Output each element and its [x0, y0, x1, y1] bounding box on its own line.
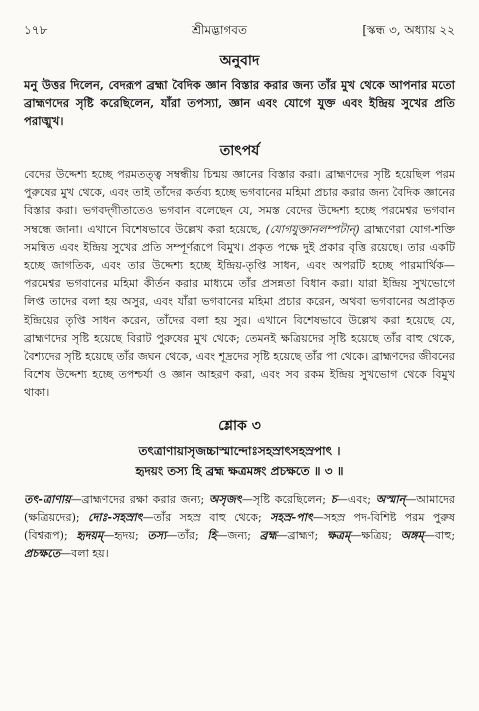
synonym-meaning: তাঁর — [177, 528, 195, 542]
word-meanings — [24, 491, 455, 563]
synonym-word: অঙ্গম্ — [400, 528, 424, 542]
synonym-item: ক্ষত্রম্—ক্ষত্রিয়; — [326, 528, 401, 542]
synonym-meaning: সৃষ্টি করেছিলেন — [252, 492, 323, 506]
synonym-item: তৎ-ত্রাণায়—ব্রাহ্মণদের রক্ষা করার জন্য; — [24, 492, 209, 506]
synonym-word: তস্য — [147, 528, 167, 542]
synonym-item: প্রচক্ষতে—বলা হয়। — [24, 546, 109, 560]
synonym-item: হৃদয়ম্—হৃদয়; — [76, 528, 148, 542]
synonym-word: ব্রহ্ম — [259, 528, 277, 542]
synonym-meaning: আমাদের (ক্ষত্রিয়দের) — [24, 492, 456, 524]
running-header — [24, 22, 455, 40]
verse-line-1: তৎত্রাণায়াসৃজচ্চাস্মান্দোঃসহস্রাৎসহস্রপাৎ । — [138, 443, 341, 458]
synonym-item: তস্য—তাঁর; — [147, 528, 208, 542]
synonym-item: সহস্র-পাৎ—সহস্র পদ-বিশিষ্ট পরম পুরুষ (বিশ্বরূপ); — [24, 510, 455, 542]
synonym-meaning: হৃদয় — [114, 528, 135, 542]
purport-text — [24, 166, 455, 403]
synonym-word: ক্ষত্রম্ — [326, 528, 351, 542]
translation-heading: অনুবাদ — [219, 53, 260, 69]
purport-quote: (যোগযুক্তানলম্পটান্) — [265, 222, 360, 236]
synonym-item: দোঃ-সহস্রাৎ—তাঁর সহস্র বাহু থেকে; — [87, 510, 271, 524]
synonym-meaning: জন্য — [227, 528, 248, 542]
synonym-meaning: এবং — [347, 492, 368, 506]
chapter-reference: [স্কন্ধ ৩, অধ্যায় ২২ — [362, 23, 455, 37]
page-number: ১৭৮ — [24, 23, 48, 37]
verse-line-2: হৃদয়ং তস্য হি ব্রহ্ম ক্ষত্রমঙ্গং প্রচক্ষতে ॥ ৩ ॥ — [135, 463, 344, 478]
synonym-word: হৃদয়ম্ — [76, 528, 104, 542]
purport-text-part2: ব্রাহ্মণেরা যোগ-শক্তি সমন্বিত এবং ইন্দ্রিয় সুখের প্রতি সম্পূর্ণরূপে বিমুখ। প্রকৃত পক্ষে দুই প্রকার বৃত্তি রয়েছে। তার একটি হচ্ছে জাগতিক, এবং তার উদ্দেশ্য হচ্ছে ইন্দ্রিয়-তৃপ্তি সাধন, এবং অপরটি হচ্ছে পারমার্থিক—পরমেশ্বর ভগবানের মহিমা কীর্তন করার মাধ্যমে তাঁর প্রসন্নতা বিধান করা। যারা ইন্দ্রিয় সুখভোগে লিপ্ত তাদের বলা হয় অসুর, এবং যাঁরা ভগবানের মহিমা প্রচার করেন, অথবা ভগবানের অপ্রাকৃত ইন্দ্রিয়ের তৃপ্তি সাধন করেন, তাঁদের বলা হয় সুর। এখানে বিশেষভাবে উল্লেখ করা হয়েছে যে, ব্রাহ্মণদের সৃষ্টি হয়েছে বিরাট পুরুষের মুখ থেকে; তেমনই ক্ষত্রিয়দের সৃষ্টি হয়েছে তাঁর বাহু থেকে, বৈশ্যদের সৃষ্টি হয়েছে তাঁর জঘন থেকে, এবং শূদ্রদের সৃষ্টি হয়েছে তাঁর পা থেকে। ব্রাহ্মণদের জীবনের বিশেষ উদ্দেশ্য হচ্ছে তপশ্চর্যা ও জ্ঞান আহরণ করা, এবং সব রকম ইন্দ্রিয় সুখভোগ থেকে বিমুখ থাকা। — [24, 222, 456, 400]
synonym-word: তৎ-ত্রাণায় — [24, 492, 71, 506]
synonym-word: চ — [330, 492, 337, 506]
synonym-item: অস্মান্—আমাদের (ক্ষত্রিয়দের); — [24, 492, 456, 524]
synonym-item: ব্রহ্ম—ব্রাহ্মণ; — [259, 528, 327, 542]
synonym-meaning: ব্রাহ্মণদের রক্ষা করার জন্য — [81, 492, 201, 506]
purport-text-part1: বেদের উদ্দেশ্য হচ্ছে পরমতত্ত্ব সম্বন্ধীয় চিন্ময় জ্ঞানের বিস্তার করা। ব্রাহ্মণদের সৃষ্টি হয়েছিল পরম পুরুষের মুখ থেকে, এবং তাই তাঁদের কর্তব্য হচ্ছে ভগবানের মহিমা প্রচার করার জন্য বৈদিক জ্ঞানের বিস্তার করা। ভগবদ্‌গীতাতেও ভগবান বলেছেন যে, সমস্ত বেদের উদ্দেশ্য হচ্ছে পরমেশ্বর ভগবান সম্বন্ধে জানা। এখানে বিশেষভাবে উল্লেখ করা হয়েছে, — [24, 168, 455, 236]
synonym-item: অসৃজৎ—সৃষ্টি করেছিলেন; — [208, 492, 331, 506]
synonym-word: অস্মান্ — [375, 492, 406, 506]
synonym-meaning: বাহু — [434, 528, 452, 542]
translation-text: মনু উত্তর দিলেন, বেদরূপ ব্রহ্মা বৈদিক জ্ঞান বিস্তার করার জন্য তাঁর মুখ থেকে আপনার মতো ব্রাহ্মণদের সৃষ্টি করেছিলেন, যাঁরা তপস্যা, জ্ঞান এবং যোগে যুক্ত এবং ইন্দ্রিয় সুখের প্রতি পরাঙ্মুখ। — [24, 78, 455, 128]
synonym-item: চ—এবং; — [330, 492, 376, 506]
synonym-meaning: তাঁর সহস্র বাহু থেকে — [153, 510, 259, 524]
synonym-item: অঙ্গম্—বাহু; — [400, 528, 456, 542]
synonym-word: দোঃ-সহস্রাৎ — [87, 510, 143, 524]
synonym-meaning: ব্রাহ্মণ — [287, 528, 315, 542]
synonym-word: প্রচক্ষতে — [24, 546, 61, 560]
synonym-meaning: সহস্র পদ-বিশিষ্ট পরম পুরুষ (বিশ্বরূপ) — [24, 510, 455, 542]
purport-heading: তাৎপর্য — [219, 143, 260, 159]
synonym-word: অসৃজৎ — [208, 492, 242, 506]
synonym-meaning: বলা হয় — [71, 546, 105, 560]
verse-heading: শ্লোক ৩ — [218, 417, 261, 434]
synonym-item: হি—জন্য; — [207, 528, 260, 542]
book-title: শ্রীমদ্ভাগবত — [191, 23, 247, 37]
synonym-word: সহস্র-পাৎ — [270, 510, 313, 524]
synonym-word: হি — [207, 528, 217, 542]
synonym-meaning: ক্ষত্রিয় — [361, 528, 389, 542]
